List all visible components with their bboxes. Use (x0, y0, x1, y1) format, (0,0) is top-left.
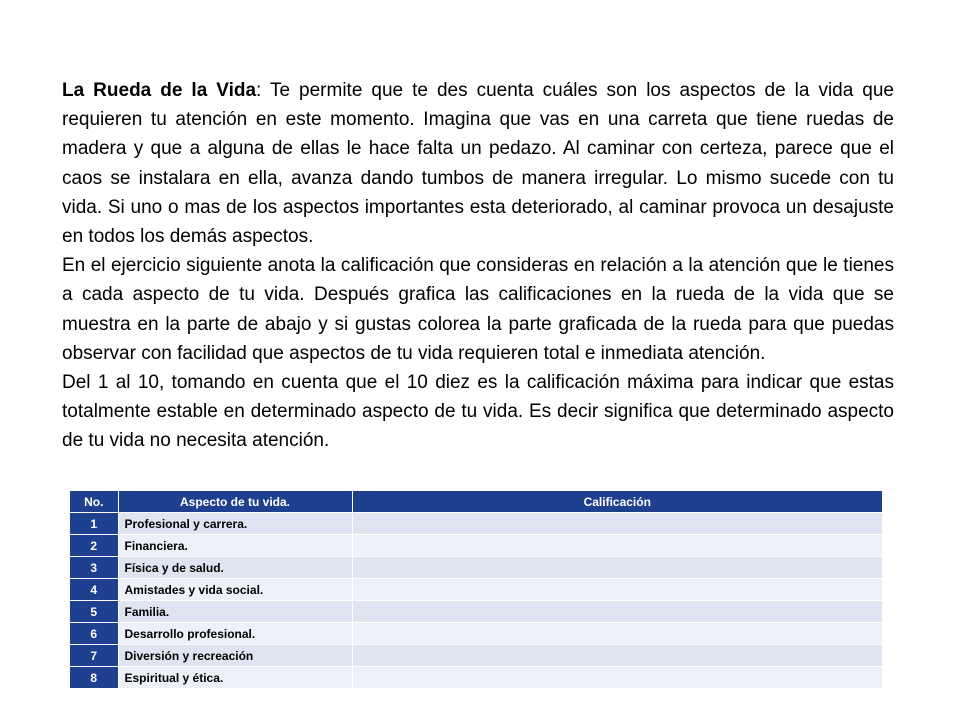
table-row (70, 645, 882, 667)
row-aspect: Espiritual y ética. (118, 667, 352, 689)
row-aspect: Financiera. (118, 535, 352, 557)
table-row (70, 667, 882, 689)
row-score-cell[interactable] (352, 535, 882, 557)
row-number: 6 (70, 623, 118, 645)
row-aspect: Física y de salud. (118, 557, 352, 579)
row-number: 7 (70, 645, 118, 667)
row-number: 1 (70, 513, 118, 535)
row-number: 2 (70, 535, 118, 557)
row-score-cell[interactable] (352, 623, 882, 645)
table-row (70, 601, 882, 623)
row-number: 4 (70, 579, 118, 601)
row-aspect: Diversión y recreación (118, 645, 352, 667)
table-row (70, 535, 882, 557)
table-row (70, 557, 882, 579)
row-number: 3 (70, 557, 118, 579)
table-header-row (70, 491, 882, 513)
table-row (70, 579, 882, 601)
table-row (70, 623, 882, 645)
header-aspect: Aspecto de tu vida. (118, 491, 352, 513)
row-score-cell[interactable] (352, 557, 882, 579)
row-aspect: Amistades y vida social. (118, 579, 352, 601)
instructions-text (62, 76, 894, 456)
header-no: No. (70, 491, 118, 513)
row-number: 5 (70, 601, 118, 623)
intro-body: : Te permite que te des cuenta cuáles son los aspectos de la vida que requieren tu atención en este momento. Imagina que vas en una carreta que tiene ruedas de madera y que a alguna de ellas le hace falta un pedazo. Al caminar con certeza, parece que el caos se instalara en ella, avanza dando tumbos de manera irregular. Lo mismo sucede con tu vida. Si uno o mas de los aspectos importantes esta deteriorado, al caminar provoca un desajuste en todos los demás aspectos. (62, 80, 895, 248)
header-score: Calificación (352, 491, 882, 513)
paragraph-exercise: En el ejercicio siguiente anota la calificación que consideras en relación a la atención que le tienes a cada aspecto de tu vida. Después grafica las calificaciones en la rueda de la vida que se muestra en la parte de abajo y si gustas colorea la parte graficada de la rueda para que puedas observar con facilidad que aspectos de tu vida requieren total e inmediata atención. (62, 255, 894, 364)
row-number: 8 (70, 667, 118, 689)
table-row (70, 513, 882, 535)
row-aspect: Desarrollo profesional. (118, 623, 352, 645)
row-aspect: Profesional y carrera. (118, 513, 352, 535)
intro-title: La Rueda de la Vida (62, 80, 257, 101)
row-aspect: Familia. (118, 601, 352, 623)
row-score-cell[interactable] (352, 601, 882, 623)
row-score-cell[interactable] (352, 645, 882, 667)
row-score-cell[interactable] (352, 667, 882, 689)
rating-table-container (70, 491, 882, 688)
row-score-cell[interactable] (352, 513, 882, 535)
paragraph-intro (62, 76, 894, 251)
rating-table (70, 491, 882, 688)
row-score-cell[interactable] (352, 579, 882, 601)
paragraph-scale: Del 1 al 10, tomando en cuenta que el 10 diez es la calificación máxima para indicar que estas totalmente estable en determinado aspecto de tu vida. Es decir significa que determinado aspecto de tu vida no necesita atención. (62, 372, 894, 452)
